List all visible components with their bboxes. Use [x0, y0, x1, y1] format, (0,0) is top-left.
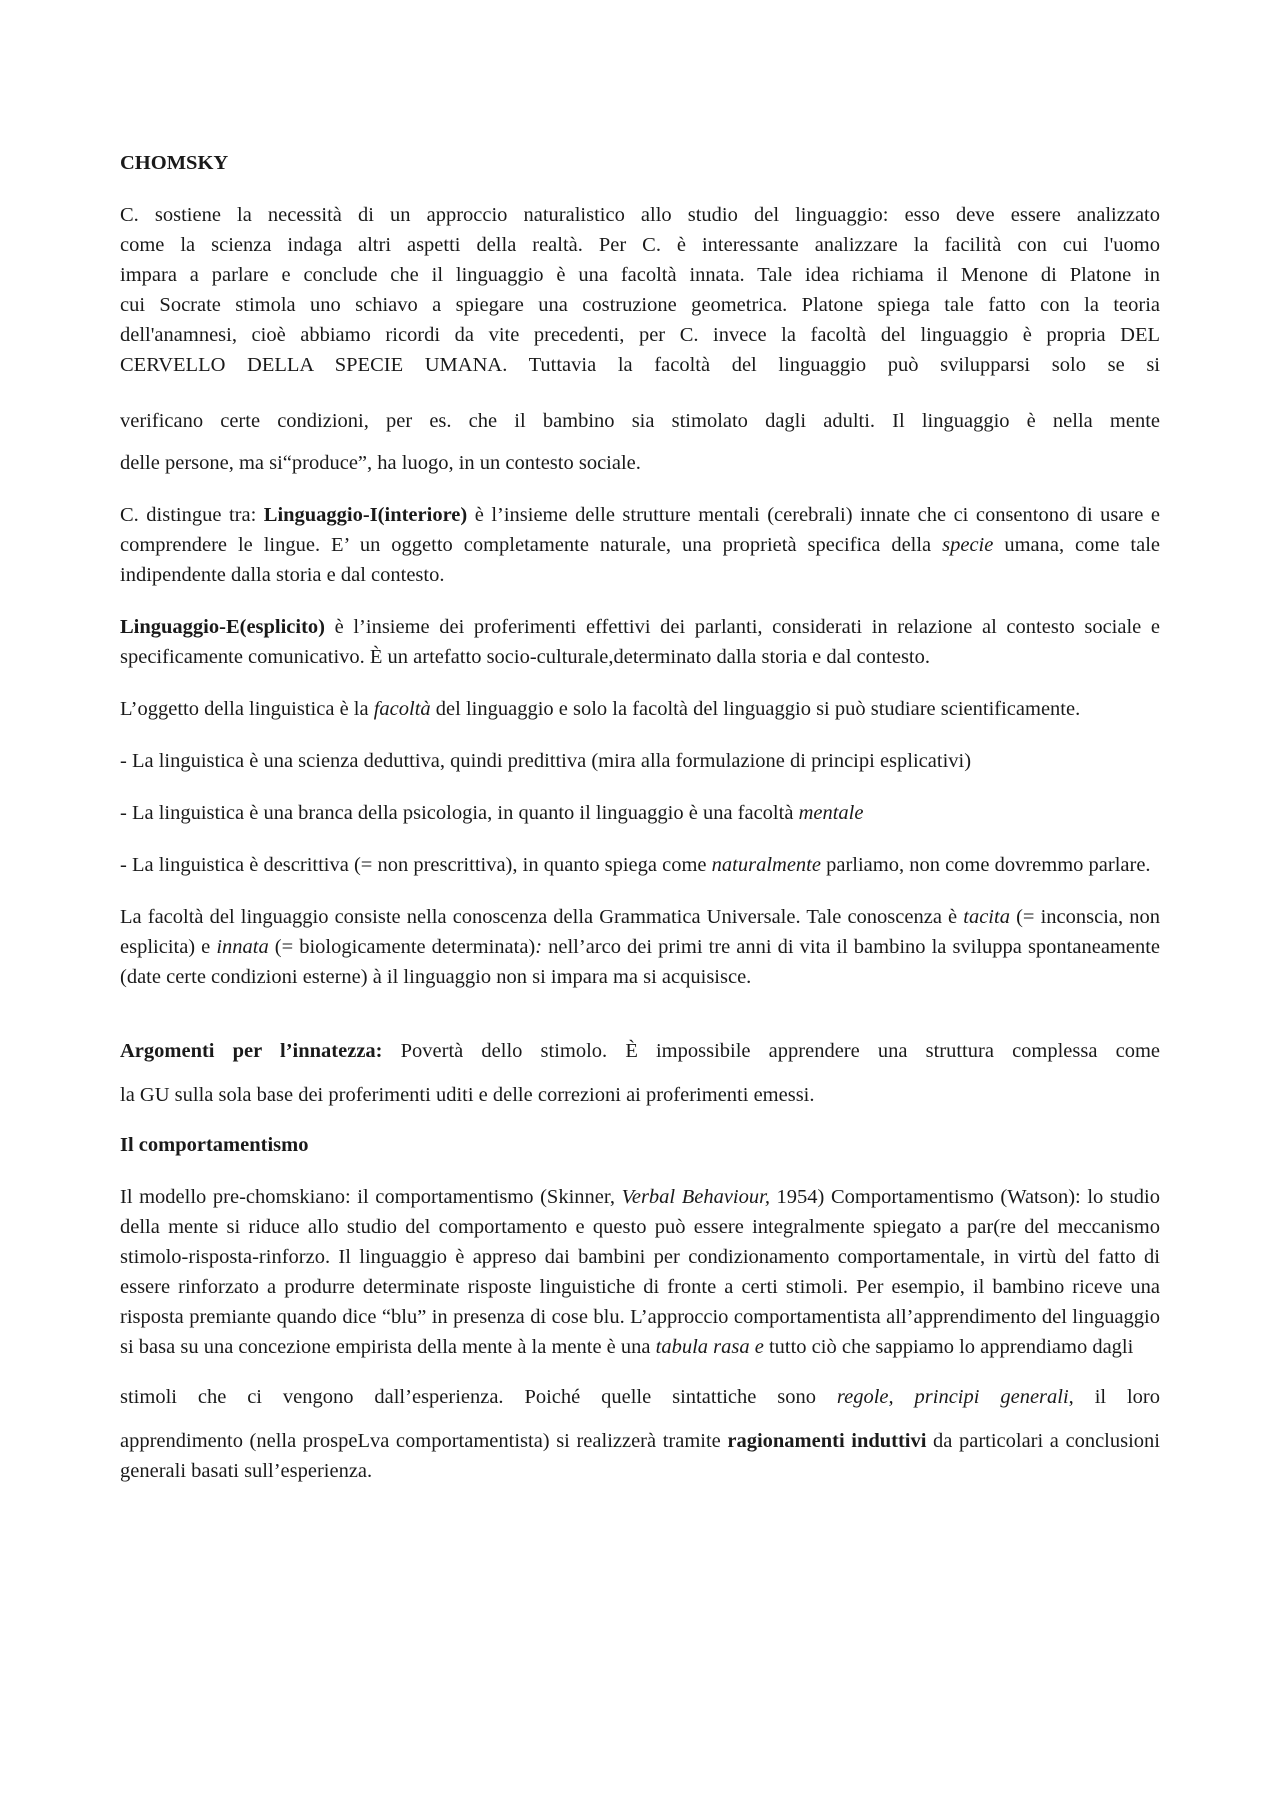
paragraph-apprendimento [120, 1426, 1160, 1486]
text-span: stimoli che ci vengono dall’esperienza. Poiché quelle sintattiche sono [120, 1386, 837, 1408]
text-span: - La linguistica è una branca della psicologia, in quanto il linguaggio è una facoltà [120, 802, 799, 824]
paragraph-comportamentismo [120, 1182, 1160, 1362]
paragraph-grammatica-universale [120, 902, 1160, 992]
emphasis-naturalmente: naturalmente [711, 854, 821, 876]
text-span: nell’arco dei primi tre anni di vita il bambino la sviluppa spontaneamente (date certe condizioni esterne) à il linguaggio non si impara ma si acquisisce. [120, 936, 1161, 988]
text-line [120, 1036, 1160, 1066]
text-span: da particolari a conclusioni generali basati sull’esperienza. [120, 1430, 1160, 1482]
section-heading: Il comportamentismo [120, 1134, 309, 1156]
emphasis-specie: specie [942, 534, 994, 556]
text-span: Povertà dello stimolo. È impossibile apprendere una struttura complessa come [382, 1040, 1160, 1062]
term-linguaggio-i: Linguaggio-I(interiore) [263, 504, 468, 526]
document-page [120, 148, 1160, 1486]
text-line: CERVELLO DELLA SPECIE UMANA. Tuttavia la facoltà del linguaggio può svilupparsi solo se si [120, 354, 1160, 376]
text-line: cui Socrate stimola uno schiavo a spiegare una costruzione geometrica. Platone spiega tale fatto con la teoria [120, 294, 1160, 316]
paragraph-oggetto [120, 694, 1160, 724]
text-line: C. sostiene la necessità di un approccio naturalistico allo studio del linguaggio: esso deve essere analizzato [120, 204, 1160, 226]
paragraph-intro [120, 200, 1160, 478]
bullet-psicologia [120, 798, 1160, 828]
text-span: , il loro [1068, 1386, 1160, 1408]
text-span: parliamo, non come dovremmo parlare. [820, 854, 1151, 876]
text-line [120, 1382, 1160, 1412]
emphasis-facolta: facoltà [373, 698, 431, 720]
emphasis-tabula-rasa: tabula rasa e [655, 1336, 764, 1358]
document-title: CHOMSKY [120, 152, 229, 174]
text-line: dell'anamnesi, cioè abbiamo ricordi da vite precedenti, per C. invece la facoltà del linguaggio è propria DEL [120, 324, 1160, 346]
paragraph-innatezza [120, 1036, 1160, 1110]
text-line: verificano certe condizioni, per es. che il bambino sia stimolato dagli adulti. Il linguaggio è nella mente [120, 410, 1160, 432]
text-span: C. distingue tra: [120, 504, 264, 526]
bullet-descrittiva [120, 850, 1160, 880]
text-line: impara a parlare e conclude che il linguaggio è una facoltà innata. Tale idea richiama il Menone di Platone in [120, 264, 1160, 286]
emphasis-tacita: tacita [963, 906, 1010, 928]
text-span: è l’insieme delle strutture mentali (cerebrali) innate che ci consentono di usare e comprendere le lingue. E’ un oggetto completamente naturale, una proprietà specifica della [120, 504, 1160, 556]
text-span: (= biologicamente determinata) [268, 936, 536, 958]
emphasis-regole: regole, principi generali [836, 1386, 1069, 1408]
text-line: delle persone, ma si“produce”, ha luogo, in un contesto sociale. [120, 452, 641, 474]
text-span: apprendimento (nella prospeLva comportamentista) si realizzerà tramite [120, 1430, 728, 1452]
term-ragionamenti-induttivi: ragionamenti induttivi [727, 1430, 927, 1452]
text-span: umana, come tale indipendente dalla storia e dal contesto. [120, 534, 1160, 586]
text-span: La facoltà del linguaggio consiste nella conoscenza della Grammatica Universale. Tale conoscenza è [120, 906, 964, 928]
term-linguaggio-e: Linguaggio-E(esplicito) [120, 616, 326, 638]
paragraph-linguaggio-i [120, 500, 1160, 590]
bullet-deduttiva: - La linguistica è una scienza deduttiva, quindi predittiva (mira alla formulazione di principi esplicativi) [120, 750, 972, 772]
text-span: (= inconscia, non esplicita) e [120, 906, 1160, 958]
emphasis-verbal-behaviour: Verbal Behaviour, [621, 1186, 770, 1208]
text-span: 1954) Comportamentismo (Watson): lo studio della mente si riduce allo studio del comportamento e questo può essere integralmente spiegato a par(re del meccanismo stimolo-risposta-rinforzo. Il linguaggio è appreso dai bambini per condizionamento comportamentale, in virtù del fatto di essere rinforzato a produrre determinate risposte linguistiche di fronte a certi stimoli. Per esempio, il bambino riceve una risposta premiante quando dice “blu” in presenza di cose blu. L’approccio comportamentista all’apprendimento del linguaggio si basa su una concezione empirista della mente à la mente è una [120, 1186, 1160, 1358]
emphasis-mentale: mentale [798, 802, 864, 824]
text-span: : [535, 936, 543, 958]
emphasis-innata: innata [216, 936, 269, 958]
text-line: come la scienza indaga altri aspetti della realtà. Per C. è interessante analizzare la facilità con cui l'uomo [120, 234, 1160, 256]
text-span: Il modello pre-chomskiano: il comportamentismo (Skinner, [120, 1186, 622, 1208]
text-line: la GU sulla sola base dei proferimenti uditi e delle correzioni ai proferimenti emessi. [120, 1084, 815, 1106]
text-span: L’oggetto della linguistica è la [120, 698, 374, 720]
paragraph-linguaggio-e [120, 612, 1160, 672]
term-argomenti: Argomenti per l’innatezza: [120, 1040, 383, 1062]
text-span: - La linguistica è descrittiva (= non prescrittiva), in quanto spiega come [120, 854, 712, 876]
text-span: tutto ciò che sappiamo lo apprendiamo dagli [763, 1336, 1134, 1358]
text-span: è l’insieme dei proferimenti effettivi dei parlanti, considerati in relazione al contesto sociale e specificamente comunicativo. È un artefatto socio-culturale,determinato dalla storia e dal contesto. [120, 616, 1160, 668]
text-span: del linguaggio e solo la facoltà del linguaggio si può studiare scientificamente. [430, 698, 1081, 720]
